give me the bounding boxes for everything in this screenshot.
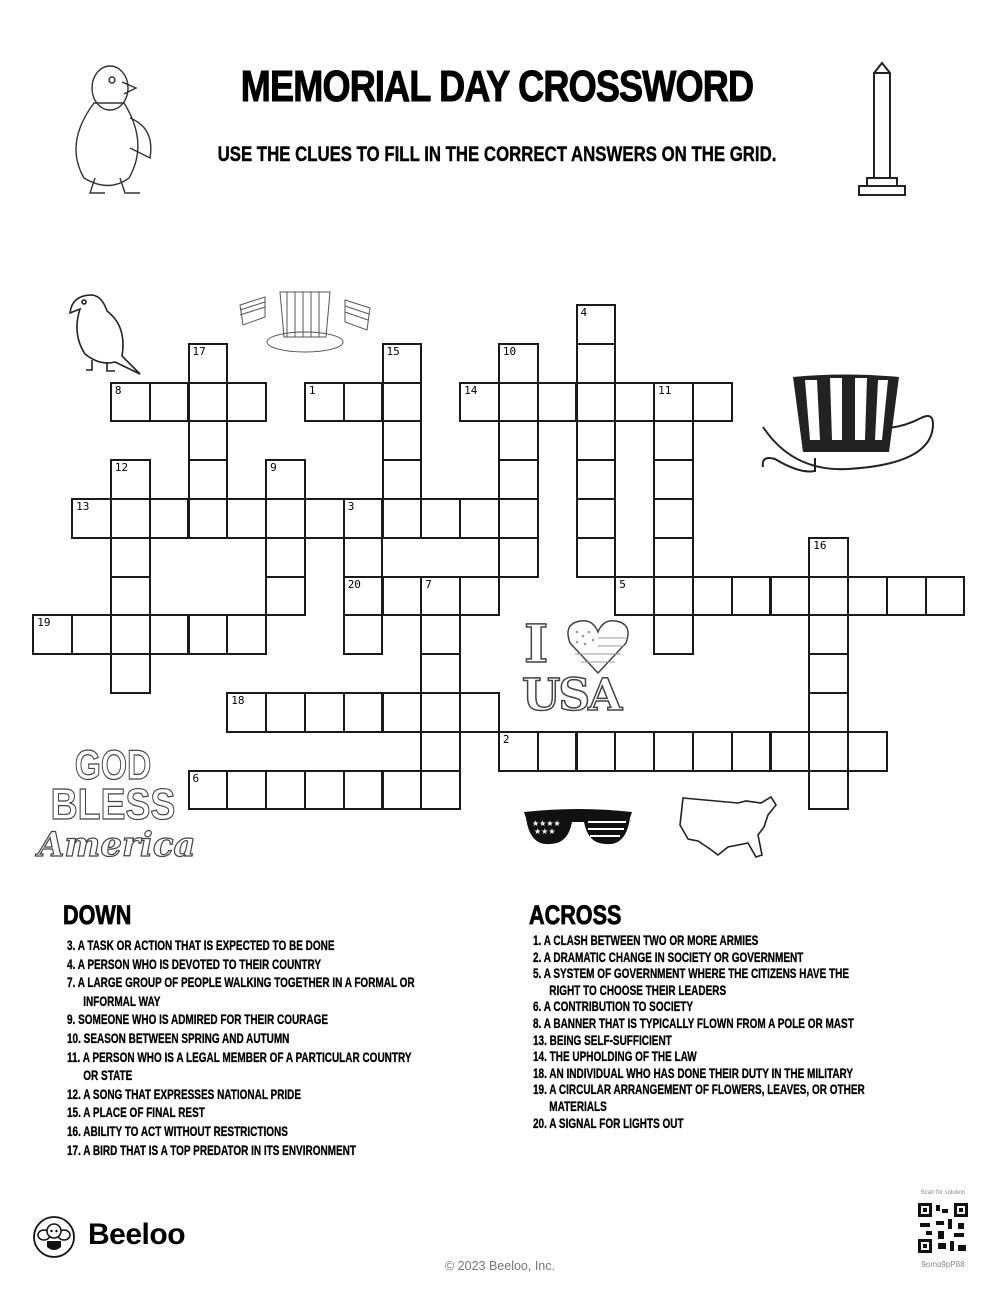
solution-code: 9omo9pP88: [921, 1260, 965, 1269]
grid-cell[interactable]: [382, 343, 423, 384]
usa-text: USA: [522, 670, 621, 721]
clue-number: 16: [813, 538, 827, 552]
grid-cell[interactable]: [110, 382, 151, 423]
grid-cell[interactable]: [692, 382, 733, 423]
god-text: GOD: [74, 741, 152, 788]
grid-cell[interactable]: [188, 420, 229, 461]
grid-cell[interactable]: [71, 614, 112, 655]
clue-number: 4: [580, 306, 588, 319]
grid-cell[interactable]: [498, 731, 539, 772]
grid-cell[interactable]: [498, 537, 539, 578]
clue-number: 5: [619, 577, 626, 591]
grid-cell[interactable]: [226, 382, 267, 423]
grid-cell[interactable]: [188, 614, 229, 655]
across-heading: ACROSS: [529, 900, 622, 930]
grid-cell[interactable]: [731, 731, 772, 772]
down-clue: 11. A PERSON WHO IS A LEGAL MEMBER OF A PARTICULAR COUNTRY OR STATE: [67, 1049, 412, 1084]
across-clue: 2. A DRAMATIC CHANGE IN SOCIETY OR GOVERNMENT: [533, 949, 804, 965]
grid-cell[interactable]: [498, 459, 539, 500]
grid-cell[interactable]: [653, 459, 694, 500]
grid-cell[interactable]: [343, 537, 384, 578]
down-heading: DOWN: [63, 900, 132, 930]
across-clue: 18. AN INDIVIDUAL WHO HAS DONE THEIR DUTY IN THE MILITARY: [533, 1065, 854, 1081]
down-clue: 17. A BIRD THAT IS A TOP PREDATOR IN ITS ENVIRONMENT: [67, 1142, 357, 1158]
clue-number: 2: [502, 732, 510, 746]
grid-cell[interactable]: [110, 459, 151, 500]
grid-cell[interactable]: [537, 382, 578, 423]
grid-cell[interactable]: [382, 692, 423, 733]
grid-cell[interactable]: [808, 692, 849, 733]
grid-cell[interactable]: [110, 576, 151, 617]
grid-cell[interactable]: [498, 420, 539, 461]
grid-cell[interactable]: [459, 692, 500, 733]
grid-cell[interactable]: [653, 576, 694, 617]
qr-code-icon[interactable]: [918, 1203, 968, 1253]
down-clue: 12. A SONG THAT EXPRESSES NATIONAL PRIDE: [67, 1086, 302, 1102]
clue-number: 13: [76, 500, 90, 513]
grid-cell[interactable]: [382, 382, 423, 423]
grid-cell[interactable]: [304, 382, 345, 423]
grid-cell[interactable]: [420, 614, 461, 655]
grid-cell[interactable]: [226, 692, 267, 733]
grid-cell[interactable]: [770, 576, 811, 617]
grid-cell[interactable]: [32, 614, 73, 655]
grid-cell[interactable]: [653, 537, 694, 578]
grid-cell[interactable]: [382, 770, 423, 811]
grid-cell[interactable]: [808, 576, 849, 617]
grid-cell[interactable]: [265, 459, 306, 500]
grid-cell[interactable]: [847, 731, 888, 772]
grid-cell[interactable]: [110, 614, 151, 655]
grid-cell[interactable]: [576, 343, 617, 384]
across-clue: 19. A CIRCULAR ARRANGEMENT OF FLOWERS, LEAVES, OR OTHER MATERIALS: [533, 1082, 865, 1114]
grid-cell[interactable]: [265, 576, 306, 617]
grid-cell[interactable]: [692, 576, 733, 617]
down-clue: 9. SOMEONE WHO IS ADMIRED FOR THEIR COURAGE: [67, 1012, 329, 1028]
svg-text:★★★★★: ★★★★★: [810, 460, 873, 476]
clue-number: 6: [192, 771, 200, 785]
clue-number: 11: [658, 383, 672, 397]
down-clues: [67, 937, 415, 1160]
grid-cell[interactable]: [498, 382, 539, 423]
clue-number: 18: [231, 694, 245, 707]
grid-cell[interactable]: [653, 731, 694, 772]
beeloo-brand: Beeloo: [88, 1218, 186, 1251]
grid-cell[interactable]: [343, 382, 384, 423]
down-clue: 10. SEASON BETWEEN SPRING AND AUTUMN: [67, 1030, 290, 1046]
grid-cell[interactable]: [343, 770, 384, 811]
grid-cell[interactable]: [731, 576, 772, 617]
grid-cell[interactable]: [808, 731, 849, 772]
down-clue: 7. A LARGE GROUP OF PEOPLE WALKING TOGETHER IN A FORMAL OR INFORMAL WAY: [67, 975, 415, 1009]
grid-cell[interactable]: [149, 614, 190, 655]
grid-cell[interactable]: [420, 653, 461, 694]
grid-cell[interactable]: [498, 498, 539, 539]
down-clue: 15. A PLACE OF FINAL REST: [67, 1105, 205, 1121]
grid-cell[interactable]: [459, 382, 500, 423]
grid-cell[interactable]: [304, 770, 345, 811]
grid-cell[interactable]: [808, 770, 849, 811]
beeloo-bee-logo-icon: [32, 1215, 76, 1259]
grid-cell[interactable]: [537, 731, 578, 772]
svg-text:★★★: ★★★: [534, 827, 556, 836]
scan-label: Scan for solution: [920, 1190, 966, 1196]
grid-cell[interactable]: [692, 731, 733, 772]
grid-cell[interactable]: [808, 653, 849, 694]
grid-cell[interactable]: [576, 459, 617, 500]
clue-number: 10: [502, 344, 517, 358]
grid-cell[interactable]: [265, 537, 306, 578]
grid-cell[interactable]: [382, 459, 423, 500]
clue-number: 7: [425, 577, 432, 591]
grid-cell[interactable]: [382, 420, 423, 461]
grid-cell[interactable]: [808, 614, 849, 655]
grid-cell[interactable]: [420, 576, 461, 617]
grid-cell[interactable]: [71, 498, 112, 539]
grid-cell[interactable]: [576, 731, 617, 772]
grid-cell[interactable]: [420, 692, 461, 733]
grid-cell[interactable]: [304, 692, 345, 733]
grid-cell[interactable]: [188, 343, 229, 384]
grid-cell[interactable]: [110, 537, 151, 578]
grid-cell[interactable]: [886, 576, 927, 617]
grid-cell[interactable]: [925, 576, 966, 617]
grid-cell[interactable]: [188, 382, 229, 423]
grid-cell[interactable]: [653, 420, 694, 461]
grid-cell[interactable]: [653, 382, 694, 423]
grid-cell[interactable]: [343, 614, 384, 655]
grid-cell[interactable]: [576, 498, 617, 539]
grid-cell[interactable]: [149, 498, 190, 539]
grid-cell[interactable]: [226, 614, 267, 655]
down-clue: 16. ABILITY TO ACT WITHOUT RESTRICTIONS: [67, 1123, 288, 1139]
grid-cell[interactable]: [770, 731, 811, 772]
grid-cell[interactable]: [188, 770, 229, 811]
grid-cell[interactable]: [110, 498, 151, 539]
clue-number: 1: [308, 383, 316, 397]
grid-cell[interactable]: [576, 537, 617, 578]
grid-cell[interactable]: [149, 382, 190, 423]
grid-cell[interactable]: [343, 498, 384, 539]
grid-cell[interactable]: [226, 498, 267, 539]
clue-number: 20: [347, 577, 361, 591]
grid-cell[interactable]: [847, 576, 888, 617]
grid-cell[interactable]: [343, 576, 384, 617]
clue-number: 17: [192, 344, 206, 358]
grid-cell[interactable]: [459, 498, 500, 539]
across-clues: [533, 933, 881, 1132]
grid-cell[interactable]: [576, 420, 617, 461]
grid-cell[interactable]: [576, 382, 617, 423]
clue-number: 3: [347, 500, 355, 513]
down-clue: 3. A TASK OR ACTION THAT IS EXPECTED TO BE DONE: [67, 938, 335, 953]
instructions: USE THE CLUES TO FILL IN THE CORRECT ANSWERS ON THE GRID.: [217, 143, 777, 166]
grid-cell[interactable]: [420, 498, 461, 539]
grid-cell[interactable]: [420, 770, 461, 811]
grid-cell[interactable]: [110, 653, 151, 694]
across-clue: 8. A BANNER THAT IS TYPICALLY FLOWN FROM A POLE OR MAST: [533, 1015, 854, 1031]
across-clue: 5. A SYSTEM OF GOVERNMENT WHERE THE CITIZENS HAVE THE RIGHT TO CHOOSE THEIR LEADERS: [533, 966, 850, 998]
across-clue: 6. A CONTRIBUTION TO SOCIETY: [533, 999, 694, 1015]
grid-cell[interactable]: [188, 498, 229, 539]
grid-cell[interactable]: [265, 770, 306, 811]
copyright: © 2023 Beeloo, Inc.: [445, 1259, 555, 1273]
grid-cell[interactable]: [382, 498, 423, 539]
page-title: MEMORIAL DAY CROSSWORD: [240, 62, 754, 111]
across-clue: 13. BEING SELF-SUFFICIENT: [533, 1032, 672, 1048]
bless-text: BLESS: [50, 780, 176, 829]
america-text: America: [38, 825, 196, 865]
grid-cell[interactable]: [498, 343, 539, 384]
grid-cell[interactable]: [420, 731, 461, 772]
grid-cell[interactable]: [614, 576, 655, 617]
down-clue: 4. A PERSON WHO IS DEVOTED TO THEIR COUNTRY: [67, 956, 322, 972]
grid-cell[interactable]: [459, 576, 500, 617]
clue-number: 8: [114, 383, 122, 397]
grid-cell[interactable]: [614, 382, 655, 423]
across-clue: 1. A CLASH BETWEEN TWO OR MORE ARMIES: [533, 933, 759, 948]
grid-cell[interactable]: [188, 459, 229, 500]
grid-cell[interactable]: [614, 731, 655, 772]
clue-number: 12: [114, 461, 129, 475]
grid-cell[interactable]: [226, 770, 267, 811]
grid-cell[interactable]: [653, 498, 694, 539]
clue-number: 14: [464, 383, 478, 397]
clue-number: 9: [270, 461, 277, 475]
grid-cell[interactable]: [382, 576, 423, 617]
grid-cell[interactable]: [265, 498, 306, 539]
clue-number: 19: [37, 616, 51, 630]
grid-cell[interactable]: [304, 498, 345, 539]
grid-cell[interactable]: [653, 614, 694, 655]
across-clue: 14. THE UPHOLDING OF THE LAW: [533, 1049, 697, 1065]
clue-number: 15: [386, 344, 400, 358]
grid-cell[interactable]: [343, 692, 384, 733]
grid-cell[interactable]: [808, 537, 849, 578]
across-clue: 20. A SIGNAL FOR LIGHTS OUT: [533, 1115, 684, 1131]
grid-cell[interactable]: [265, 692, 306, 733]
grid-cell[interactable]: [576, 304, 617, 345]
svg-text:★★★★: ★★★★: [532, 819, 561, 828]
i-letter: I: [524, 614, 549, 675]
